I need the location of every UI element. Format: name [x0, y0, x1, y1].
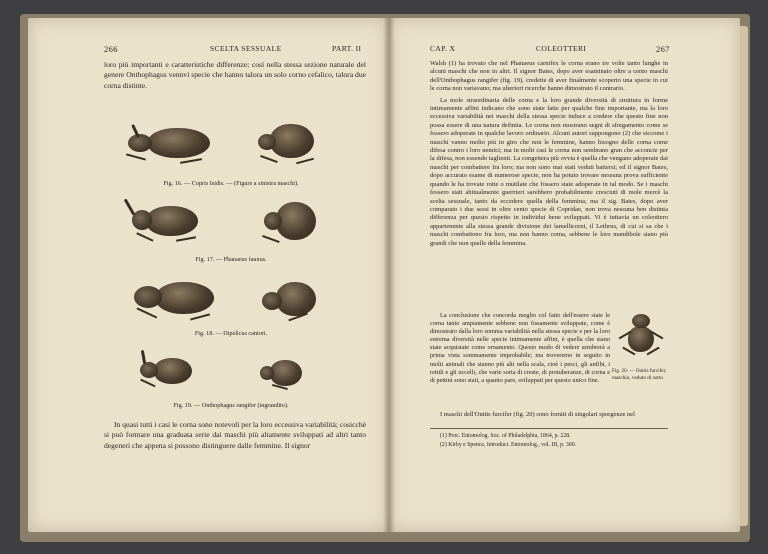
beetle-fig18-male-illustration	[126, 276, 218, 322]
right-paragraph-4: I maschi dell'Onitis furcifer (fig. 20) sono forniti di singolari sporgenze nel	[440, 411, 635, 418]
left-part-label: PART. II	[332, 44, 362, 53]
left-top-text: loro più importanti e caratteristiche differenze; così nella stessa sezione naturale del genere Onthophagus vennvi specie che hanno talora un solo corno cefalico, talora due corna distinte.	[104, 60, 366, 90]
fig17-caption: Fig. 17. — Phanaeus faunus.	[195, 256, 267, 263]
fig16-caption: Fig. 16. — Copris Isidis. — (Figure a sinistra maschi).	[163, 180, 299, 187]
footnote-2: (2) Kirby e Spence, Introduct. Entomolog., vol. III, p. 300.	[440, 442, 577, 448]
fig20-caption: Fig. 20. — Onitis furcifer, maschio, veduto di sotto.	[612, 368, 667, 381]
right-running-title: COLEOTTERI	[536, 44, 587, 53]
left-page	[28, 18, 388, 532]
fig19-caption: Fig. 19. — Onthophagus rangifer (ingrandito).	[173, 402, 289, 409]
beetle-fig18-female-illustration	[258, 278, 318, 324]
fig18-caption: Fig. 18. — Dipelicus cantori.	[194, 330, 268, 337]
right-paragraph-2: La mole straordinaria delle corna e la loro grande diversità di struttura in forme intimamente affini indicano che sono state fatte per qualche fine importante, ma la loro eccessiva variabilità nei maschi della stessa specie induce a credere che questo fine non possa essere di una natura definita. Le corna non mostrano segni di sfregamento come se fossero adoperate in qualche lavoro ordinario. Alcuni autori suppongono (2) che siccome i maschi vanno molto più in giro che non le femmine, hanno bisogno delle corna come difesa contro i loro nemici; ma in molti casi le corna non sembrano gran che acconcie per la difesa, non essendo taglienti. La congettera più ovvia è quella che vengano adoperate dai maschi per combattere fra loro; ma non sono mai stati veduti battersi; ed il signor Bates, dopo accurato esame di numerose specie, non ha potuto trovare nessuna prova sufficiente quando le ha trovate rotte o mutilate che fossero state adoperate in tal modo. Se i maschi fossero stati abitualmente guerrieri sarebbero probabilmente cresciuti di mole mercè la scelta sessuale, tanto da eccedere quella della femmina; ma il sig. Bates, dopo aver comparato i due sessi in oltre cento specie di Copridae, non trova nessuna ben distinta differenza per questo rispetto in individui bene sviluppati. Vi è tuttavia un coleottero appartenente alla stessa grande divisione dei lamellicorni, il Lethrus, di cui si sa che i maschi combattono fra loro, ma non hanno corna, sebbene le loro mandibole siano più grandi che non quelle della femmina.	[430, 96, 668, 247]
right-top-paragraphs	[430, 60, 668, 251]
left-bottom-text: In quasi tutti i casi le corna sono notevoli per la loro eccessiva variabilità; cosicchè si può formare una graduata serie dai maschi più altamente sviluppati ad altri tanto degeneri che appena si possono distinguere dalle femmine. Il signor	[104, 420, 366, 450]
right-paragraph-1: Walsh (1) ha trovato che nel Phanaeus carnifex le corna erano tre volte tanto lunghe in alcuni maschi che non in altri. Il signor Bates, dopo aver esaminato oltre a cento maschi dell'Onthophagus rangifer (fig. 19), credette di aver finalmente scoperto una specie in cui le corna non variavano; ma ulteriori ricerche hanno dimostrato il contrario.	[430, 60, 668, 93]
beetle-fig17-female-illustration	[260, 196, 318, 248]
book-gutter	[383, 18, 395, 532]
right-chapter-label: CAP. X	[430, 44, 456, 53]
left-page-number: 266	[104, 44, 118, 54]
beetle-fig19-male-illustration	[134, 350, 196, 390]
beetle-fig19-female-illustration	[258, 354, 304, 394]
right-page-number: 267	[656, 44, 670, 54]
beetle-fig16-female-illustration	[256, 120, 316, 166]
beetle-fig16-male-illustration	[120, 122, 215, 164]
beetle-fig17-male-illustration	[122, 198, 202, 244]
beetle-fig20-illustration	[618, 312, 662, 362]
right-paragraph-3: La conclusione che concorda meglio col fatto dell'essere state le corna tanto ampiamente sebbene non fissamente sviluppate, come è dimostrato dalla loro somma variabilità nella stessa specie e per la loro estrema diversità nelle specie intimamente affini, è quella che siano state acquistate come ornamento. Questo modo di vedere sembrerà a prima vista sommamente improbabile; ma troveremo in seguito in molti animali che stanno più alti nella scala, cioè i pesci, gli anfibi, i rettili e gli uccelli, che varie sorta di creste, di protuberanze, di corna e di pettini sono stati, a quanto pare, sviluppati per questo unico fine.	[430, 312, 610, 384]
footnote-1: (1) Proc. Entomolog. Soc. of Philadelphia, 1864, p. 228.	[440, 433, 571, 439]
left-running-title: SCELTA SESSUALE	[210, 44, 282, 53]
footnote-divider	[430, 428, 668, 429]
